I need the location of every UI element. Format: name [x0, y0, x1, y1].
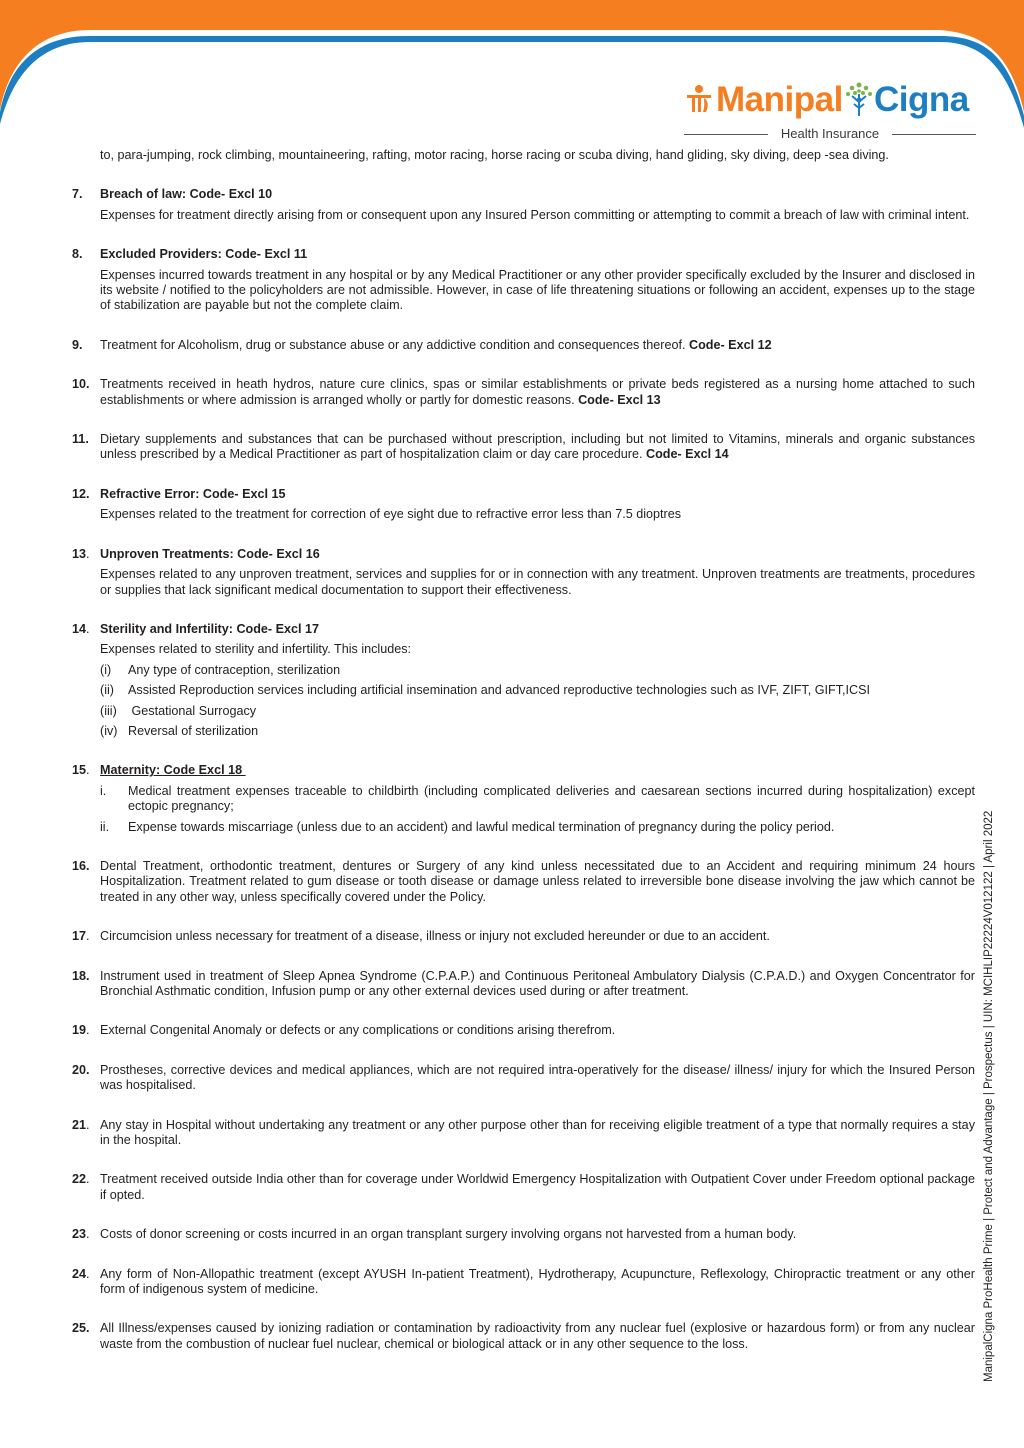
item-body: Prostheses, corrective devices and medical appliances, which are not required intra-operatively for the disease/ illness/ injury for which the Insured Person was hospitalised. — [100, 1062, 975, 1093]
item-body: Expenses related to sterility and infertility. This includes: — [100, 642, 412, 657]
exclusion-item-12 — [72, 487, 975, 523]
item-body: Expenses related to any unproven treatment, services and supplies for or in connection with any treatment. Unproven treatments are treatments, procedures or supplies that lack significant medical documentation to support their effectiveness. — [100, 567, 975, 597]
item-body: Dental Treatment, orthodontic treatment, dentures or Surgery of any kind unless necessitated due to an Accident and requiring minimum 24 hours Hospitalization. Treatment related to gum disease or tooth disease or damage unless related to irreversible bone disease involving the jaw which cannot be treated in any other way, unless specifically covered under the Policy. — [100, 858, 975, 904]
exclusion-item-7 — [72, 187, 975, 223]
item-body: Circumcision unless necessary for treatment of a disease, illness or injury not excluded hereunder or due to an accident. — [100, 929, 770, 944]
item-body: Expenses for treatment directly arising from or consequent upon any Insured Person committing or attempting to commit a breach of law with criminal intent. — [100, 207, 970, 222]
document-footer-sidebar: ManipalCigna ProHealth Prime | Protect and Advantage | Prospectus | UIN: MCIHLIP22224V012122 | April 2022 — [983, 810, 995, 1382]
sub-item: (iii) Gestational Surrogacy — [100, 703, 257, 718]
item-number: 12. — [72, 486, 90, 501]
item-body: Expenses related to the treatment for correction of eye sight due to refractive error less than 7.5 dioptres — [100, 507, 682, 522]
item-number: 11. — [72, 432, 89, 447]
item-body: Costs of donor screening or costs incurred in an organ transplant surgery involving organs not harvested from a human body. — [100, 1227, 797, 1242]
exclusion-item-25 — [72, 1321, 975, 1352]
item-code: Code- Excl 14 — [646, 447, 729, 462]
sub-item: (ii) Assisted Reproduction services including artificial insemination and advanced reproductive technologies such as IVF, ZIFT, GIFT,ICSI — [100, 683, 870, 698]
item-number: 16. — [72, 858, 90, 873]
item-body: All Illness/expenses caused by ionizing radiation or contamination by radioactivity from any nuclear fuel (explosive or hazardous form) or from any nuclear waste from the combustion of nuclear fuel nuclear, chemical or biological attack or in any other sequence to the loss. — [100, 1321, 975, 1351]
item-code: Code- Excl 12 — [689, 337, 772, 352]
exclusion-item-13 — [72, 547, 975, 598]
item-title: Refractive Error: Code- Excl 15 — [100, 486, 286, 501]
sub-item: (iv) Reversal of sterilization — [100, 723, 259, 738]
exclusion-item-15 — [72, 763, 975, 835]
brand-name-part2: Cigna — [874, 80, 969, 119]
brand-name-part1: Manipal — [716, 80, 843, 119]
item-number: 24. — [72, 1266, 90, 1281]
exclusion-item-23 — [72, 1227, 975, 1242]
exclusion-item-22 — [72, 1172, 975, 1203]
item-body: Instrument used in treatment of Sleep Apnea Syndrome (C.P.A.P.) and Continuous Peritoneal Ambulatory Dialysis (C.P.A.D.) and Oxygen Concentrator for Bronchial Asthmatic condition, Infusion pump or any other external devices used during or after treatment. — [100, 968, 975, 998]
item-title: Excluded Providers: Code- Excl 11 — [100, 247, 308, 262]
item-body: Treatment received outside India other than for coverage under Worldwid Emergency Hospitalization with Outpatient Cover under Freedom optional package if opted. — [100, 1172, 975, 1202]
item-number: 21. — [72, 1117, 90, 1132]
item-title: Breach of law: Code- Excl 10 — [100, 187, 273, 202]
exclusion-item-19 — [72, 1023, 975, 1038]
item-body: Expenses incurred towards treatment in any hospital or by any Medical Practitioner or any other provider specifically excluded by the Insurer and disclosed in its website / notified to the policyholders are not admissible. However, in case of life threatening situations or following an accident, expenses up to the stage of stabilization are payable but not the complete claim. — [100, 267, 975, 313]
item-body: Dietary supplements and substances that can be purchased without prescription, including but not limited to Vitamins, minerals and organic substances unless prescribed by a Medical Practitioner as part of hospitalization claim or day care procedure. — [100, 432, 975, 462]
item-body: Any form of Non-Allopathic treatment (except AYUSH In-patient Treatment), Hydrotherapy, Acupuncture, Reflexology, Chiropractic treatment or any other form of indigenous system of medicine. — [100, 1266, 975, 1297]
exclusion-item-16 — [72, 859, 975, 905]
item-number: 15. — [72, 763, 90, 778]
item-number: 25. — [72, 1321, 90, 1336]
brand-logo — [684, 78, 984, 146]
brand-tagline: Health Insurance — [684, 126, 976, 142]
sub-item: i. Medical treatment expenses traceable to childbirth (including complicated deliveries and caesarean sections incurred during hospitalization) except ectopic pregnancy; — [100, 783, 975, 814]
item-number: 13. — [72, 546, 90, 561]
sub-item: ii. Expense towards miscarriage (unless due to an accident) and lawful medical termination of pregnancy during the policy period. — [100, 819, 835, 834]
tree-of-life-icon — [844, 80, 874, 120]
exclusions-content — [72, 148, 975, 1376]
item-number: 19. — [72, 1023, 90, 1038]
item-number: 18. — [72, 968, 90, 983]
item-code: Code- Excl 13 — [578, 392, 661, 407]
item-number: 20. — [72, 1062, 90, 1077]
continuation-text: to, para-jumping, rock climbing, mountaineering, rafting, motor racing, horse racing or scuba diving, hand gliding, sky diving, deep -sea diving. — [100, 148, 889, 162]
exclusion-item-8 — [72, 247, 975, 314]
exclusion-item-11 — [72, 432, 975, 463]
item-body: Treatments received in heath hydros, nature cure clinics, spas or similar establishments or private beds registered as a nursing home attached to such establishments or where admission is arranged wholly or partly for domestic reasons. — [100, 377, 975, 407]
item-title: Unproven Treatments: Code- Excl 16 — [100, 546, 320, 561]
sub-item: (i) Any type of contraception, sterilization — [100, 662, 341, 677]
exclusion-item-17 — [72, 929, 975, 944]
exclusion-item-9 — [72, 338, 975, 353]
item-number: 7. — [72, 187, 83, 202]
exclusion-item-18 — [72, 969, 975, 1000]
item-number: 10. — [72, 377, 90, 392]
item-title: Maternity: Code Excl 18 — [100, 763, 246, 778]
item-number: 9. — [72, 337, 83, 352]
item-number: 17. — [72, 929, 90, 944]
exclusion-item-14 — [72, 622, 975, 739]
exclusion-item-24 — [72, 1267, 975, 1298]
exclusion-item-21 — [72, 1118, 975, 1149]
exclusion-item-10 — [72, 377, 975, 408]
item-body: Treatment for Alcoholism, drug or substance abuse or any addictive condition and consequences thereof. — [100, 337, 686, 352]
item-body: External Congenital Anomaly or defects or any complications or conditions arising therefrom. — [100, 1023, 616, 1038]
item-number: 8. — [72, 247, 83, 262]
item-number: 23. — [72, 1227, 90, 1242]
manipal-logo-icon — [684, 84, 714, 114]
item-title: Sterility and Infertility: Code- Excl 17 — [100, 621, 320, 636]
exclusion-item-20 — [72, 1063, 975, 1094]
item-number: 22. — [72, 1172, 90, 1187]
item-number: 14. — [72, 621, 90, 636]
item-body: Any stay in Hospital without undertaking any treatment or any other purpose other than for receiving eligible treatment of a type that normally requires a stay in the hospital. — [100, 1117, 975, 1148]
